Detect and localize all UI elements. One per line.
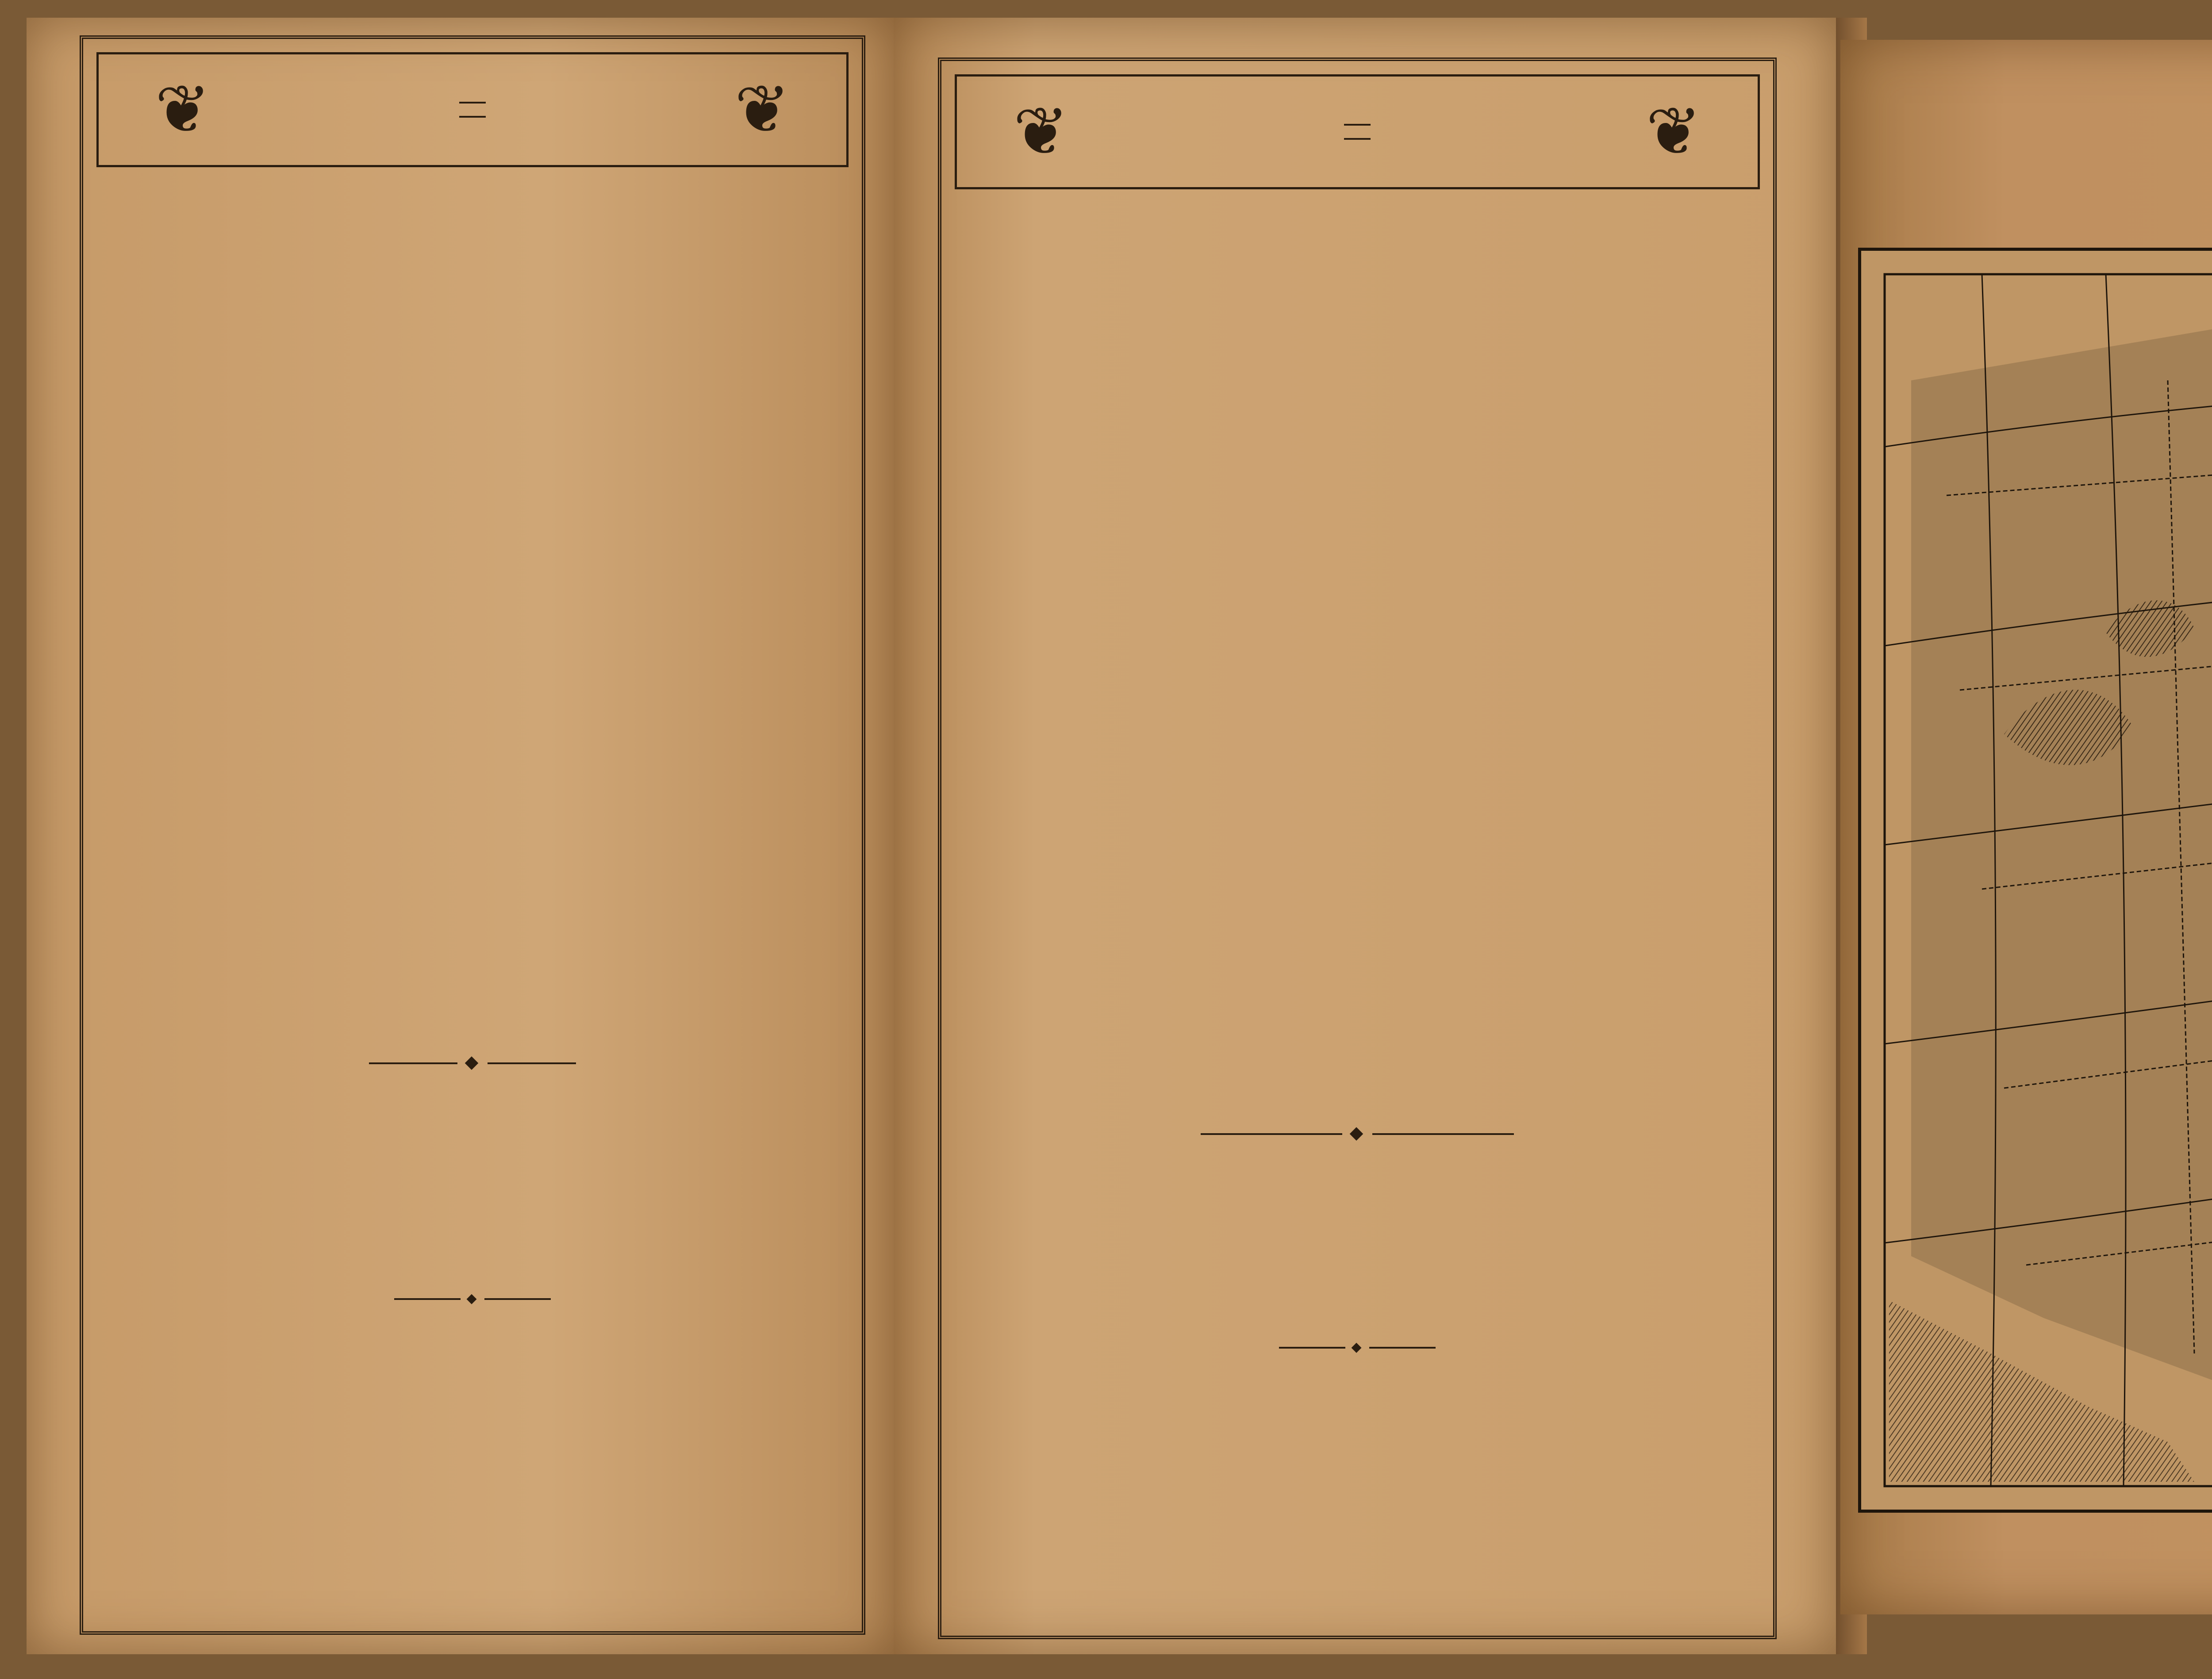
- header-title: [459, 102, 486, 118]
- divider: ◆: [941, 1123, 1773, 1143]
- middle-page: [894, 18, 1836, 1654]
- scroll-ornament-icon: ❦: [1646, 93, 1701, 170]
- left-page-header: [96, 52, 849, 167]
- land-mass: [1911, 301, 2212, 1380]
- testimonial: [968, 1167, 1747, 1176]
- scroll-ornament-icon: ❦: [734, 71, 790, 148]
- scroll-ornament-icon: ❦: [155, 71, 211, 148]
- saving-article: [110, 216, 835, 234]
- testimonial: [110, 1114, 835, 1121]
- left-page: [27, 18, 894, 1654]
- middle-page-frame: [938, 58, 1777, 1639]
- header-title: [1344, 124, 1371, 140]
- us-map: [1858, 248, 2212, 1513]
- divider: ◆: [83, 1052, 862, 1072]
- business-laws: [968, 238, 1747, 251]
- divider: ◆: [83, 1291, 862, 1306]
- divider: ◆: [941, 1339, 1773, 1355]
- middle-page-header: [955, 74, 1760, 189]
- left-page-frame: [80, 35, 865, 1635]
- scroll-ornament-icon: ❦: [1013, 93, 1069, 170]
